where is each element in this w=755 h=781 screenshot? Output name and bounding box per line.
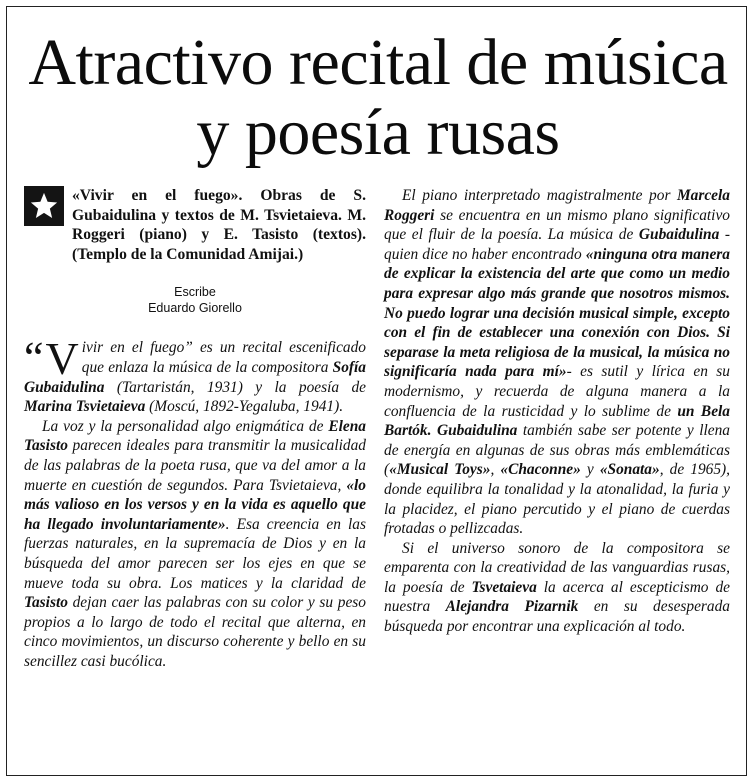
left-paragraph-1 [24, 333, 366, 416]
composer-name: Gubaidulina [638, 226, 720, 244]
text-run: , [490, 461, 501, 479]
poet-quote: «lo más valioso en los versos y en la vida es aquello que ha llegado involuntariamente» [24, 476, 366, 533]
text-run: La voz y la personalidad algo enigmática de [42, 417, 329, 435]
performer-name: Elena Tasisto [24, 417, 366, 455]
article-headline: Atractivo recital de música y poesía rusas [28, 26, 728, 169]
text-run: y [580, 461, 600, 479]
text-run: (Tartaristán, 1931) y la poesía de [104, 378, 366, 396]
left-paragraph-2 [24, 417, 366, 672]
text-run: -quien dice no haber encontrado [384, 226, 730, 263]
text-run: El piano interpretado magistralmente por [402, 187, 677, 204]
text-run: la acerca al escepticismo de nuestra [384, 578, 730, 616]
left-column [24, 186, 366, 671]
text-run: parecen ideales para transmitir la musicalidad de las palabras de la poeta rusa, que va del amor a la muerte en cuestión de segundos. Para Tsvietaieva, [24, 437, 366, 494]
composer-name: Sofía Gubaidulina [24, 358, 366, 396]
opening-quote-mark: “ [24, 333, 44, 383]
text-run: en su desesperada búsqueda por encontrar una explicación al todo. [384, 598, 730, 636]
drop-cap: V [45, 333, 79, 385]
performer-name: Tasisto [24, 594, 68, 612]
work-title: «Chaconne» [500, 461, 581, 479]
work-title: «Sonata» [599, 461, 660, 479]
text-run: también sabe ser potente y llena de energía en algunas de sus obras más emblemáticas ( [384, 422, 730, 479]
poet-name: Tsvetaieva [471, 578, 537, 596]
bartok-reference: un Bela Bartók. Gubaidulina [384, 402, 730, 440]
text-run: . Esa creencia en las fuerzas naturales, en la supremacía de Dios y en la búsqueda del amor parecen ser los ejes en que se mueve toda su obra. Los matices y la claridad de [24, 515, 366, 592]
byline [24, 284, 366, 316]
text-run: ivir en el fuego” es un recital escenificado que enlaza la música de la compositora [81, 339, 366, 376]
info-box [24, 186, 366, 264]
right-column [384, 186, 730, 637]
star-icon [24, 186, 64, 226]
byline-author: Eduardo Giorello [148, 301, 242, 316]
byline-label: Escribe [174, 285, 216, 300]
text-run: se encuentra en un mismo plano significativo que el fluir de la poesía. La música de [384, 206, 730, 244]
info-text: «Vivir en el fuego». Obras de S. Gubaidulina y textos de M. Tsvietaieva. M. Roggeri (piano) y E. Tasisto (textos). (Templo de la Comunidad Amijai.) [72, 187, 366, 263]
poet-name: Marina Tsvietaieva [24, 398, 146, 416]
text-run: , de 1965), donde equilibra la tonalidad y la atonalidad, la furia y la placidez, el piano percutido y el piano de cuerdas frotadas o pellizcadas. [384, 461, 731, 538]
composer-quote: «ninguna otra manera de explicar la existencia del arte que como un medio para expresar algo más grande que nosotros mismos. No puedo lograr una decisión musical simple, excepto con el fin de establecer una conexión con Dios. Si separase la meta religiosa de la musical, la música no significaría nada para mí» [384, 245, 730, 381]
text-run: (Moscú, 1892-Yegaluba, 1941). [145, 398, 344, 416]
poet-reference: Alejandra Pizarnik [445, 598, 579, 616]
text-run: Si el universo sonoro de la compositora se emparenta con la creatividad de las vanguardias rusas, la poesía de [384, 539, 730, 596]
right-paragraph-2 [384, 539, 730, 637]
text-run: - es sutil y lírica en su modernismo, y recuerda de alguna manera a la confluencia de la rusticidad y lo sublime de [384, 363, 730, 420]
work-title: «Musical Toys» [389, 461, 491, 479]
pianist-name: Marcela Roggeri [384, 187, 730, 224]
text-run: dejan caer las palabras con su color y su peso propios a lo largo de todo el recital que alterna, en cinco movimientos, un discurso coherente y bello en su sencillez casi bucólica. [24, 594, 366, 670]
right-paragraph-1 [384, 186, 730, 539]
